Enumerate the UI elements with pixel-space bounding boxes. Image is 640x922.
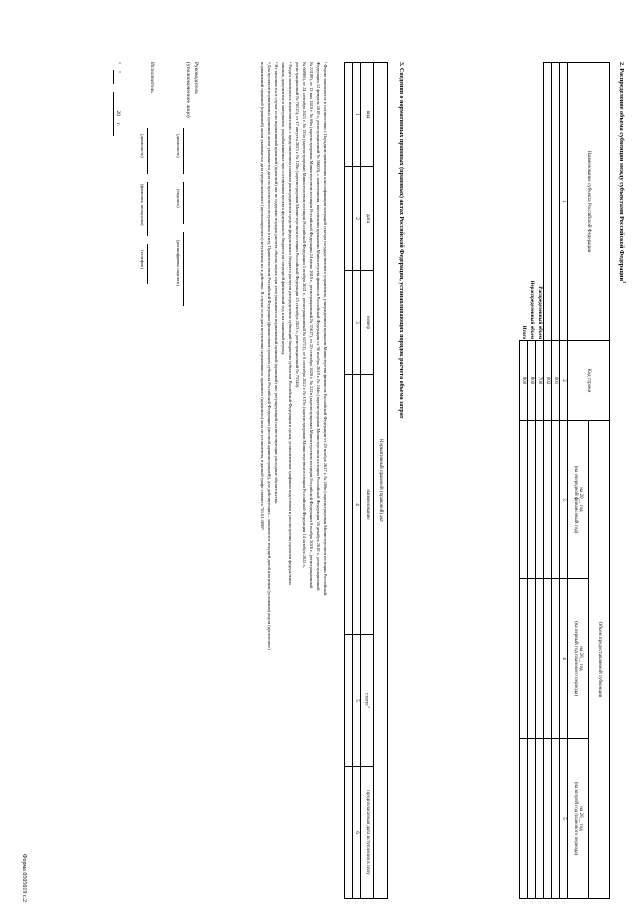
section2-title-text: 2. Распределение объема субвенции между субъектами Российской Федерации (617, 62, 625, 282)
s2-year1-note: (на очередной финансовый год) (573, 465, 578, 534)
s3-header-number: номер (361, 271, 374, 375)
s3-cell (345, 635, 353, 767)
s2-year2-label: на 20__ год (578, 646, 584, 671)
s2-colnum: 4 (560, 579, 568, 739)
s2-value-cell (552, 421, 560, 579)
footnote: Федерации 12 февраля 2018 г., регистрационный № 50003), с изменениями, внесенными приказами Министерства финансов Российской Федерации от 30 ноября 2018 г. № 244н (зарегистрирован Министерством юстиции Российской Федерации 26 декабря 2018 г., регистрационный (316, 62, 321, 591)
s2-value-cell (520, 739, 528, 899)
s3-header-status (361, 635, 374, 767)
s3-cell (345, 375, 353, 635)
section3-title: 3. Сведения о нормативных правовых (правовых) актах Российской Федерации, устанавливающих порядок расчета объема затрат (398, 62, 404, 419)
s2-code-cell: 900 (520, 341, 528, 421)
s2-col-numbers-row (560, 63, 568, 899)
exec-label: Исполнитель (149, 62, 155, 93)
signature-line (147, 244, 148, 284)
footnote: нормативный правовой (правовой) актов указывается дата предполагаемого (прогнозируемого) вступления их в действие. В случае если дата вступления нормативного правового (правового) акта не установлена, в данной графе ставится "01.01.2099". (260, 62, 265, 532)
s3-header-name: наименование (361, 375, 374, 635)
table-row-undistributed (528, 63, 536, 899)
form-label: Форма 0505019 с.2 (21, 853, 27, 902)
date-day-line (113, 70, 114, 84)
section3-table (344, 62, 388, 899)
s2-value-cell (544, 739, 552, 899)
signature-line (183, 232, 184, 306)
s2-total-label: Итого (520, 63, 528, 341)
table-row-distributed (536, 63, 544, 899)
s3-colnum: 3 (353, 271, 361, 375)
s2-colnum: 5 (560, 739, 568, 899)
s3-cell (345, 63, 353, 167)
section2-footnote-mark: 3 (622, 281, 627, 284)
section2-title (618, 62, 626, 283)
s2-header-group: Объем предоставляемой субвенции (589, 421, 610, 899)
s2-header-year2 (568, 579, 589, 739)
s3-cell (345, 271, 353, 375)
caption-position: (должность) (140, 134, 145, 158)
s2-total-label: Распределенный объем (536, 63, 544, 341)
s3-header-kind: вид (361, 63, 374, 167)
s2-year3-note: (на второй год планового периода) (573, 781, 578, 856)
footnote: № 53188), от 13 мая 2019 г. № 69н (зарегистрирован Министерством юстиции Российской Федерации 24 июня 2019 г., регистрационный № 55017), от 29 сентября 2020 г. № 222н (зарегистрирован Министерством юстиции Российской Федерации 9 ноября 2020 г., регистрационный (309, 62, 314, 588)
s3-cell (345, 167, 353, 271)
s2-header-subject: Наименование субъекта Российской Федерации (568, 63, 610, 341)
s3-colnum: 6 (353, 767, 361, 899)
date-month-line (113, 92, 114, 136)
s2-value-cell (528, 739, 536, 899)
s3-colnum: 2 (353, 167, 361, 271)
s2-value-cell (528, 421, 536, 579)
s3-colnum: 4 (353, 375, 361, 635)
s3-col-numbers-row (353, 63, 361, 899)
s2-header-year3 (568, 739, 589, 899)
s2-subject-cell (552, 63, 560, 341)
s3-cell (345, 767, 353, 899)
s3-status-mark: 5 (367, 706, 372, 709)
table-row (345, 63, 353, 899)
caption-signature: (подпись) (176, 189, 181, 208)
s2-value-cell (528, 579, 536, 739)
s2-value-cell (520, 421, 528, 579)
table-row (552, 63, 560, 899)
s2-value-cell (536, 579, 544, 739)
s2-value-cell (536, 421, 544, 579)
section2-table (519, 62, 610, 899)
s3-header-date: дата (361, 167, 374, 271)
table-row-total (520, 63, 528, 899)
s2-code-cell: 002 (544, 341, 552, 421)
s3-header-group: Нормативный правовой (правовой) акт (374, 63, 388, 899)
head-label: Руководитель (193, 62, 199, 94)
signature-line (183, 128, 184, 174)
s3-colnum: 5 (353, 635, 361, 767)
head-label-sub: (уполномоченное лицо) (185, 62, 191, 118)
footnote: регистрационный № 70515), от 17 августа 2023 г. № 128н (зарегистрирован Министерством юстиции Российской Федерации 25 сентября 2023 г., регистрационный № 75340). (295, 62, 300, 389)
caption-decryption: (расшифровка подписи) (176, 240, 181, 286)
s2-year3-label: на 20__ год (578, 806, 584, 831)
signature-line (147, 128, 148, 174)
s2-year1-label: на 20__ год (578, 487, 584, 512)
s2-header-code: Код строки (568, 341, 610, 421)
s2-code-cell: 001 (552, 341, 560, 421)
s2-year2-note: (на первый год планового периода) (573, 621, 578, 696)
s2-value-cell (544, 421, 552, 579)
s3-colnum: 1 (353, 63, 361, 167)
s2-value-cell (552, 579, 560, 739)
s2-colnum: 1 (560, 63, 568, 341)
caption-name: (фамилия, инициалы) (140, 184, 145, 226)
s2-header-year1 (568, 421, 589, 579)
footnote: ⁴ Для проектов нормативных правовых актов указывается дата их прогнозного вступления в силу Правительством Российской Федерации (финансовым органом субъекта Российской Федерации (местной администрацией)), для действующих – заполняется текущей датой или иным (условным) кодом (прогнозное) (267, 62, 272, 650)
s2-total-label: Нераспределенный объем (528, 63, 536, 341)
s3-status-label: статус (363, 692, 369, 707)
signature-line (147, 182, 148, 236)
footnote: законов, документов и материалов, разрабатываемых при составлении проекта федерального бюджета на очередной финансовый год и на плановый период. (281, 62, 286, 356)
s2-value-cell (520, 579, 528, 739)
signature-line (183, 182, 184, 224)
caption-position: (должность) (176, 134, 181, 158)
table-row (544, 63, 552, 899)
s2-colnum: 3 (560, 421, 568, 579)
footnote: ² Раздел заполняется исключительно с представлением главным распорядителем средств федерального бюджета расчетов распределения субвенций бюджетам субъектов Российской Федерации в сроки, установленные графиком подготовки и рассмотрения проектов федеральных (288, 62, 293, 586)
s2-code-cell: 700 (536, 341, 544, 421)
footnote: № 60806), от 24 сентября 2021 г. № 135н (зарегистрирован Министерством юстиции Российской Федерации 5 ноября 2021 г., регистрационный № 65713), от 6 сентября 2022 г. № 137н (зарегистрирован Министерством юстиции Российской Федерации 14 октября 2022 г., (302, 62, 307, 569)
s2-value-cell (544, 579, 552, 739)
footnote: ¹ Форма заполняется в соответствии с Порядком применения классификации операций сектора государственного управления, утвержденным приказом Министерства финансов Российской Федерации от 29 ноября 2017 г. № 209н (зарегистрирован Министерством юстиции Российской (323, 62, 328, 596)
date-line: " " 20 г. (115, 62, 121, 126)
s2-colnum: 2 (560, 341, 568, 421)
caption-phone: (телефон) (140, 250, 145, 269)
s2-subject-cell (544, 63, 552, 341)
s3-header-effective-date: предполагаемая дата вступления в силу (361, 767, 374, 899)
s2-value-cell (552, 739, 560, 899)
s2-code-cell: 800 (528, 341, 536, 421)
footnote: ³ Не заполняется в случае если нормативный правовой (правовой) акт не содержит порядок расчета объема затрат, при этом указывается нормативный правовой (правовой) акт, регулирующий соответствующие расходные обязательства. (274, 62, 279, 504)
s2-value-cell (536, 739, 544, 899)
